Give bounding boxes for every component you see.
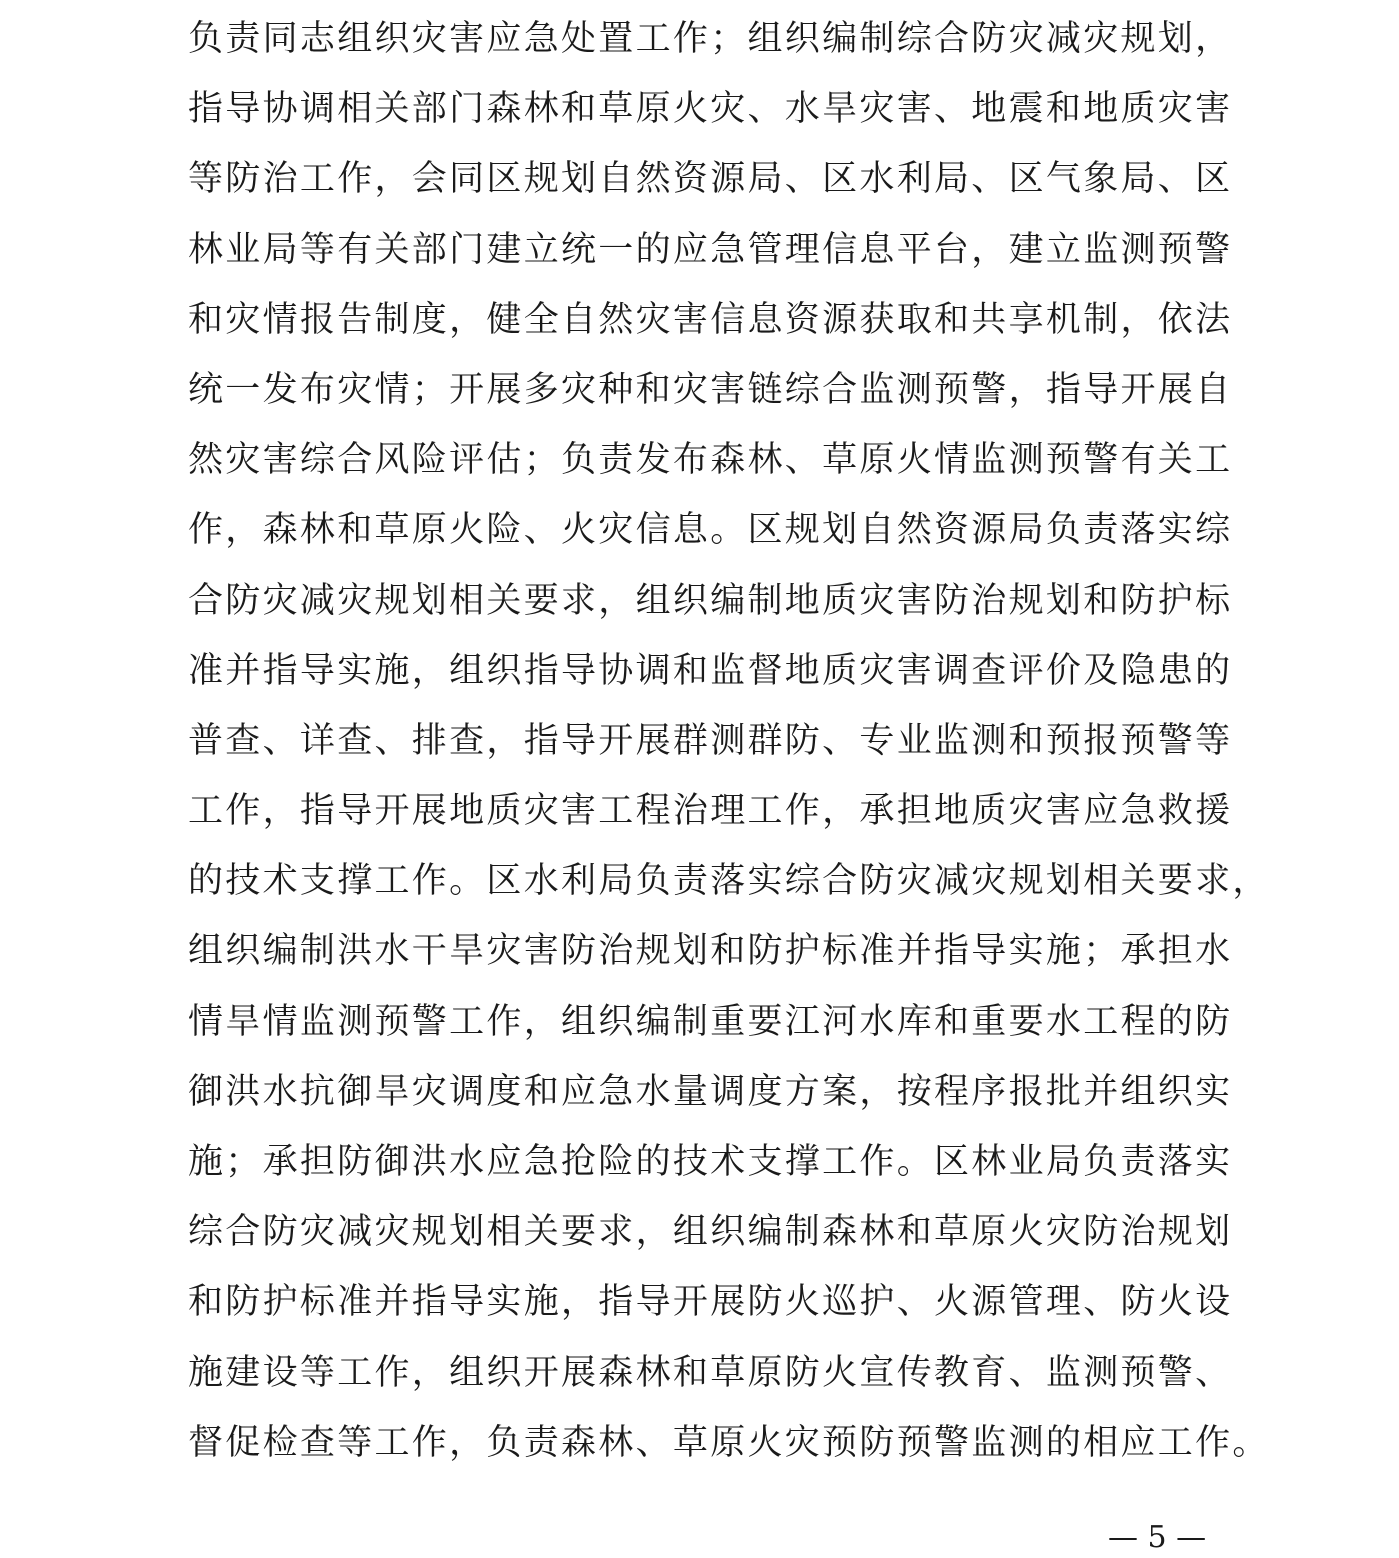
text-line: 然灾害综合风险评估；负责发布森林、草原火情监测预警有关工 (188, 440, 1233, 481)
text-line: 等防治工作，会同区规划自然资源局、区水利局、区气象局、区 (188, 159, 1233, 200)
text-line: 组织编制洪水干旱灾害防治规划和防护标准并指导实施；承担水 (188, 931, 1233, 972)
text-line: 施；承担防御洪水应急抢险的技术支撑工作。区林业局负责落实 (188, 1142, 1233, 1182)
page-number: — 5 — (1108, 1520, 1207, 1555)
text-line: 作，森林和草原火险、火灾信息。区规划自然资源局负责落实综 (188, 510, 1233, 551)
text-line: 和灾情报告制度，健全自然灾害信息资源获取和共享机制，依法 (188, 299, 1233, 340)
text-line: 林业局等有关部门建立统一的应急管理信息平台，建立监测预警 (188, 229, 1233, 270)
text-line: 统一发布灾情；开展多灾种和灾害链综合监测预警，指导开展自 (188, 369, 1233, 410)
text-line: 和防护标准并指导实施，指导开展防火巡护、火源管理、防火设 (188, 1282, 1233, 1323)
text-line: 的技术支撑工作。区水利局负责落实综合防灾减灾规划相关要求， (188, 861, 1270, 902)
text-line: 负责同志组织灾害应急处置工作；组织编制综合防灾减灾规划， (188, 19, 1233, 59)
text-line: 合防灾减灾规划相关要求，组织编制地质灾害防治规划和防护标 (188, 580, 1233, 621)
text-line: 工作，指导开展地质灾害工程治理工作，承担地质灾害应急救援 (188, 791, 1233, 832)
text-line: 施建设等工作，组织开展森林和草原防火宣传教育、监测预警、 (188, 1352, 1233, 1393)
text-line: 准并指导实施，组织指导协调和监督地质灾害调查评价及隐患的 (188, 650, 1233, 691)
text-line: 督促检查等工作，负责森林、草原火灾预防预警监测的相应工作。 (188, 1422, 1270, 1463)
text-line: 御洪水抗御旱灾调度和应急水量调度方案，按程序报批并组织实 (188, 1071, 1233, 1112)
text-line: 普查、详查、排查，指导开展群测群防、专业监测和预报预警等 (188, 720, 1233, 761)
text-line: 指导协调相关部门森林和草原火灾、水旱灾害、地震和地质灾害 (188, 89, 1233, 130)
text-line: 情旱情监测预警工作，组织编制重要江河水库和重要水工程的防 (188, 1001, 1233, 1042)
text-line: 综合防灾减灾规划相关要求，组织编制森林和草原火灾防治规划 (188, 1212, 1233, 1253)
body-text (188, 4, 1268, 1478)
